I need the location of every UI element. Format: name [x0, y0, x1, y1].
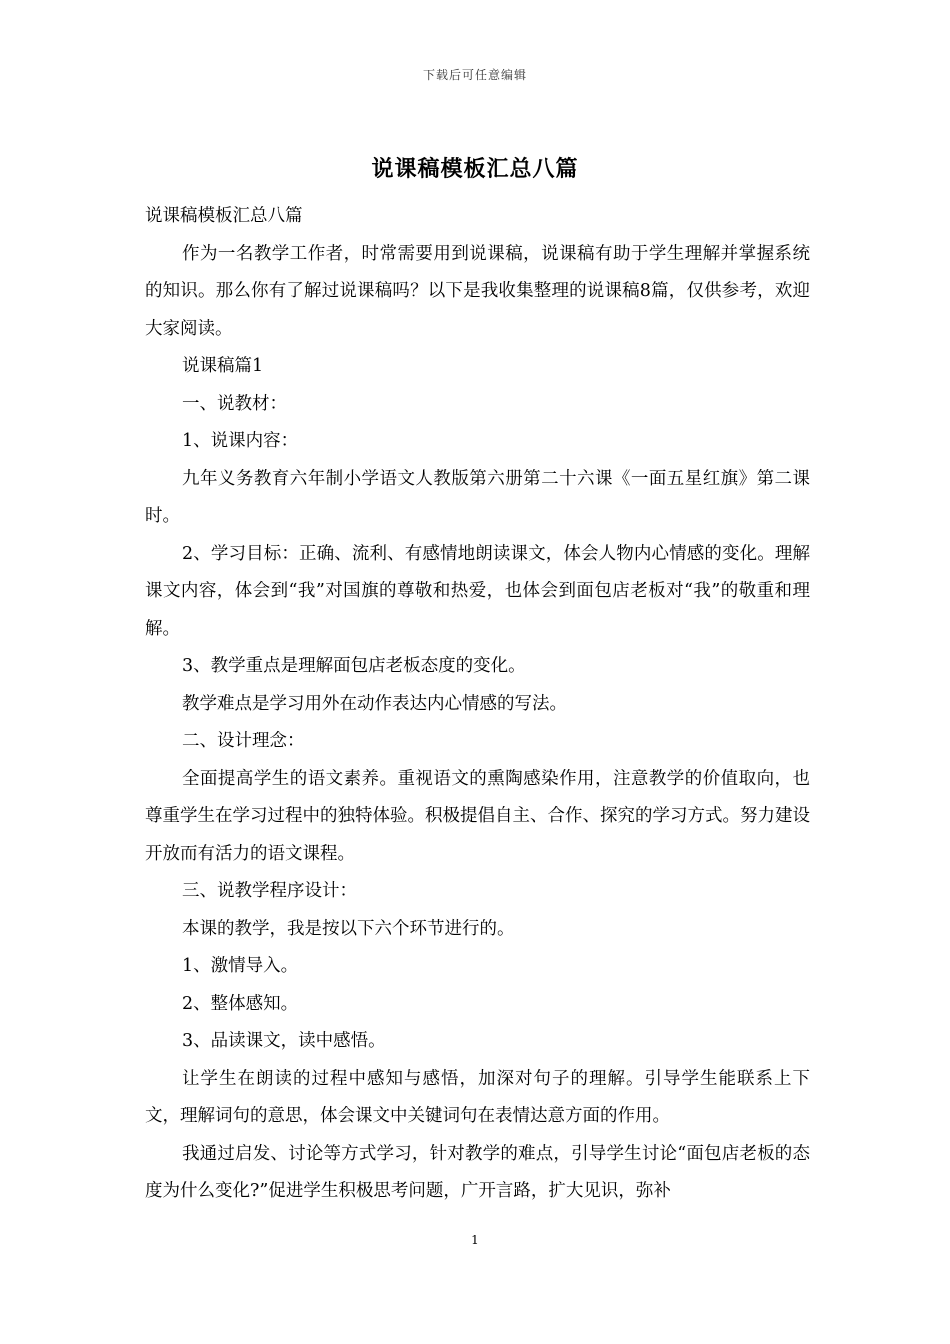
page-header-note: 下载后可任意编辑	[422, 68, 527, 82]
section-heading: 三、说教学程序设计：	[182, 881, 357, 901]
body-paragraph: 2、学习目标：正确、流利、有感情地朗读课文，体会人物内心情感的变化。理解课文内容，体会到“我”对国旗的尊敬和热爱，也体会到面包店老板对“我”的敬重和理解。	[145, 543, 810, 639]
body-paragraph: 九年义务教育六年制小学语文人教版第六册第二十六课《一面五星红旗》第二课时。	[145, 468, 810, 526]
subsection-heading: 1、说课内容：	[182, 431, 299, 451]
document-body	[145, 198, 810, 1211]
list-item: 2、整体感知。	[182, 993, 299, 1014]
body-paragraph: 教学难点是学习用外在动作表达内心情感的写法。	[182, 693, 567, 714]
list-item: 1、激情导入。	[182, 956, 299, 976]
body-paragraph: 全面提高学生的语文素养。重视语文的熏陶感染作用，注意教学的价值取向，也尊重学生在学习过程中的独特体验。积极提倡自主、合作、探究的学习方式。努力建设开放而有活力的语文课程。	[145, 768, 810, 864]
body-paragraph: 本课的教学，我是按以下六个环节进行的。	[182, 918, 515, 939]
body-paragraph: 说课稿模板汇总八篇	[145, 206, 303, 226]
body-paragraph: 3、教学重点是理解面包店老板态度的变化。	[182, 656, 526, 676]
section-heading: 二、设计理念：	[182, 731, 305, 751]
body-paragraph: 让学生在朗读的过程中感知与感悟，加深对句子的理解。引导学生能联系上下文，理解词句的意思，体会课文中关键词句在表情达意方面的作用。	[145, 1068, 810, 1126]
section-heading: 一、说教材：	[182, 393, 287, 414]
document-title: 说课稿模板汇总八篇	[371, 156, 579, 182]
page-number: 1	[471, 1233, 479, 1247]
list-item: 3、品读课文，读中感悟。	[182, 1031, 386, 1051]
body-paragraph: 作为一名教学工作者，时常需要用到说课稿，说课稿有助于学生理解并掌握系统的知识。那么你有了解过说课稿吗？以下是我收集整理的说课稿8篇，仅供参考，欢迎大家阅读。	[145, 243, 810, 339]
section-heading: 说课稿篇1	[182, 356, 264, 376]
body-paragraph: 我通过启发、讨论等方式学习，针对教学的难点，引导学生讨论“面包店老板的态度为什么变化?”促进学生积极思考问题，广开言路，扩大见识，弥补	[145, 1143, 810, 1201]
